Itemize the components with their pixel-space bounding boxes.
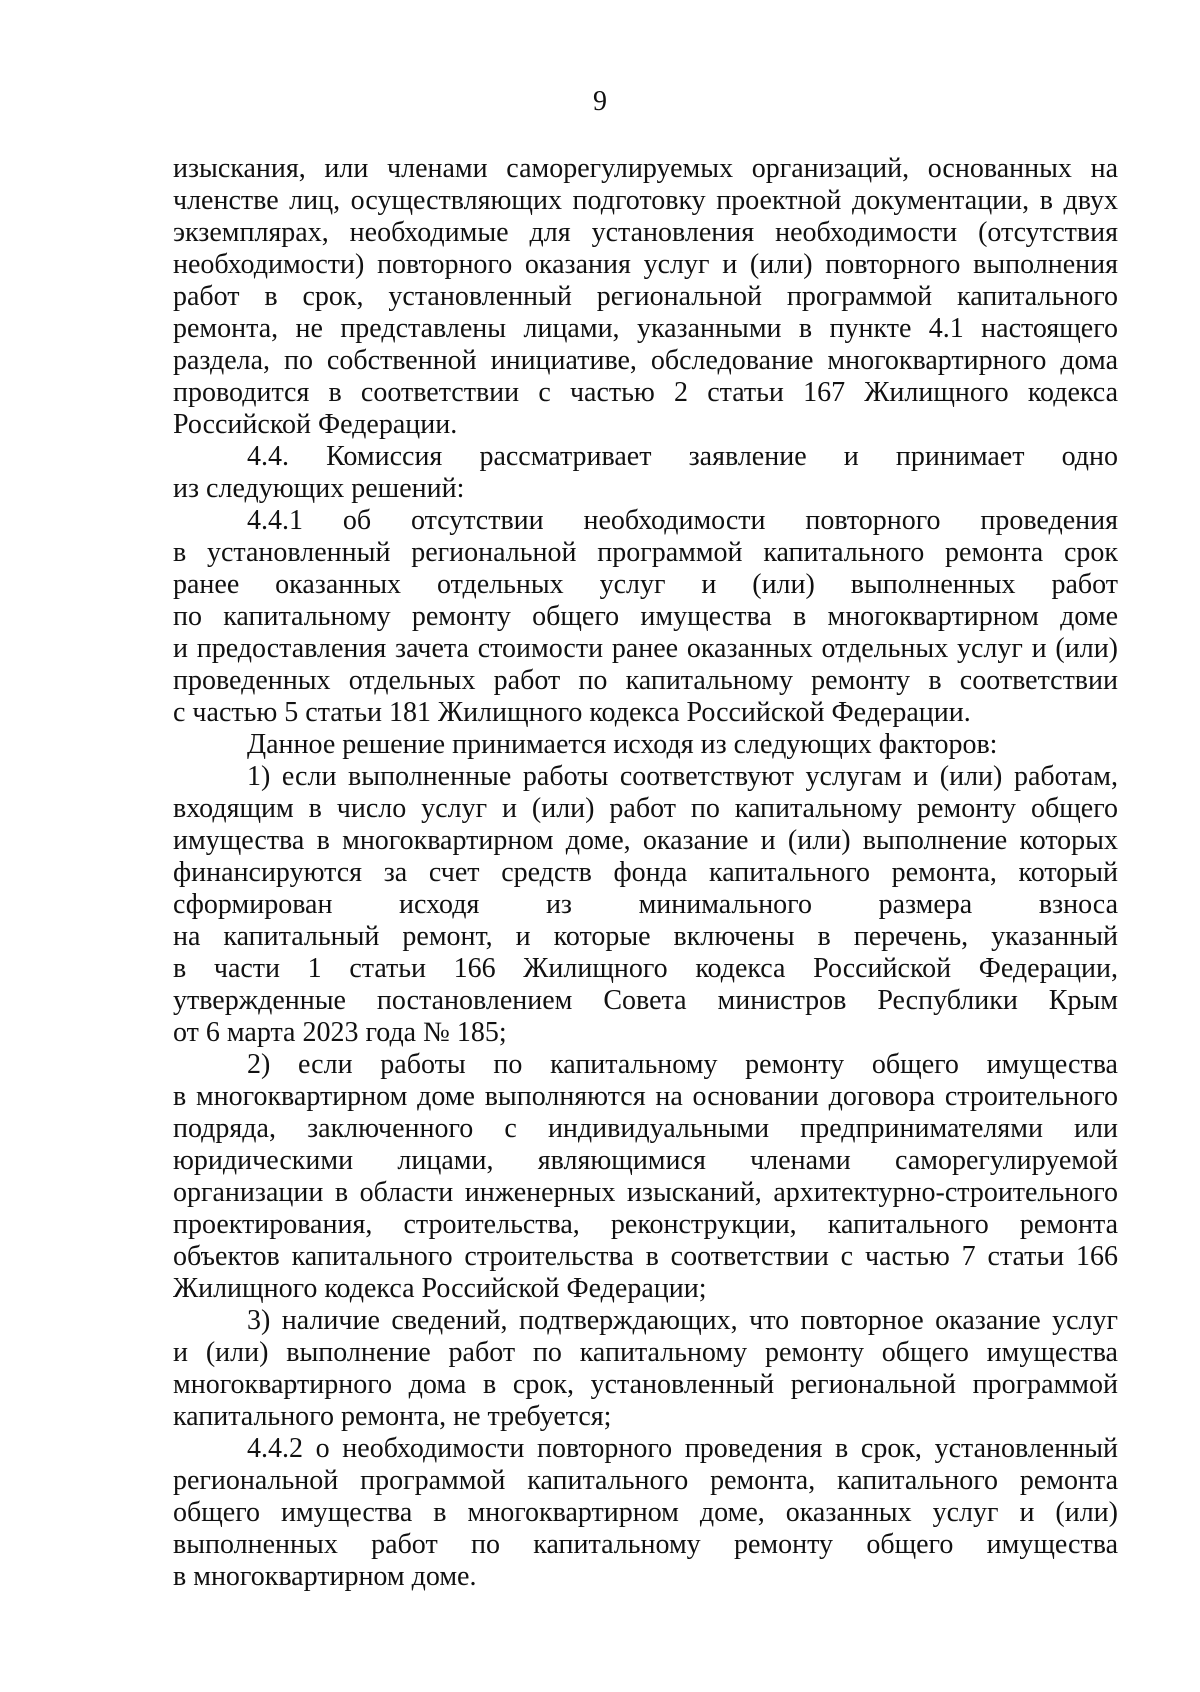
text-line: подряда, заключенного с индивидуальными предпринимателями или (173, 1113, 1118, 1144)
text-line: региональной программой капитального ремонта, капитального ремонта (173, 1465, 1118, 1496)
text-line: многоквартирного дома в срок, установленный региональной программой (173, 1369, 1118, 1400)
text-line: экземплярах, необходимые для установления необходимости (отсутствия (173, 217, 1118, 248)
text-line: объектов капитального строительства в соответствии с частью 7 статьи 166 (173, 1241, 1118, 1272)
text-line: 3) наличие сведений, подтверждающих, что повторное оказание услуг (247, 1305, 1118, 1336)
text-line: от 6 марта 2023 года № 185; (173, 1017, 507, 1048)
text-line: в части 1 статьи 166 Жилищного кодекса Российской Федерации, (173, 953, 1118, 984)
text-line: Жилищного кодекса Российской Федерации; (173, 1273, 707, 1304)
text-line: 1) если выполненные работы соответствуют услугам и (или) работам, (247, 761, 1118, 792)
text-line: и предоставления зачета стоимости ранее оказанных отдельных услуг и (или) (173, 633, 1118, 664)
page-number: 9 (593, 86, 607, 117)
text-line: 2) если работы по капитальному ремонту общего имущества (247, 1049, 1118, 1080)
text-line: имущества в многоквартирном доме, оказание и (или) выполнение которых (173, 825, 1118, 856)
text-line: Данное решение принимается исходя из следующих факторов: (247, 729, 998, 760)
text-line: раздела, по собственной инициативе, обследование многоквартирного дома (173, 345, 1118, 376)
text-line: по капитальному ремонту общего имущества в многоквартирном доме (173, 601, 1118, 632)
text-line: проектирования, строительства, реконструкции, капитального ремонта (173, 1209, 1118, 1240)
text-line: выполненных работ по капитальному ремонту общего имущества (173, 1529, 1118, 1560)
text-line: работ в срок, установленный региональной программой капитального (173, 281, 1118, 312)
text-line: членстве лиц, осуществляющих подготовку проектной документации, в двух (173, 185, 1118, 216)
text-line: проведенных отдельных работ по капитальному ремонту в соответствии (173, 665, 1118, 696)
text-line: сформирован исходя из минимального размера взноса (173, 889, 1118, 920)
text-line: ремонта, не представлены лицами, указанными в пункте 4.1 настоящего (173, 313, 1118, 344)
text-line: 4.4. Комиссия рассматривает заявление и принимает одно (247, 441, 1118, 472)
text-line: изыскания, или членами саморегулируемых организаций, основанных на (173, 153, 1118, 184)
text-line: входящим в число услуг и (или) работ по капитальному ремонту общего (173, 793, 1118, 824)
text-line: в многоквартирном доме выполняются на основании договора строительного (173, 1081, 1118, 1112)
text-line: проводится в соответствии с частью 2 статьи 167 Жилищного кодекса (173, 377, 1118, 408)
text-line: и (или) выполнение работ по капитальному ремонту общего имущества (173, 1337, 1118, 1368)
text-line: финансируются за счет средств фонда капитального ремонта, который (173, 857, 1118, 888)
text-line: юридическими лицами, являющимися членами саморегулируемой (173, 1145, 1118, 1176)
text-line: организации в области инженерных изысканий, архитектурно-строительного (173, 1177, 1118, 1208)
text-line: из следующих решений: (173, 473, 465, 504)
text-line: на капитальный ремонт, и которые включены в перечень, указанный (173, 921, 1118, 952)
text-line: в установленный региональной программой капитального ремонта срок (173, 537, 1118, 568)
text-line: капитального ремонта, не требуется; (173, 1401, 612, 1432)
text-line: утвержденные постановлением Совета министров Республики Крым (173, 985, 1118, 1016)
document-body (173, 153, 1118, 1593)
text-line: 4.4.1 об отсутствии необходимости повторного проведения (247, 505, 1118, 536)
text-line: общего имущества в многоквартирном доме, оказанных услуг и (или) (173, 1497, 1118, 1528)
text-line: с частью 5 статьи 181 Жилищного кодекса Российской Федерации. (173, 697, 971, 728)
text-line: необходимости) повторного оказания услуг и (или) повторного выполнения (173, 249, 1118, 280)
text-line: в многоквартирном доме. (173, 1561, 477, 1592)
text-line: Российской Федерации. (173, 409, 458, 440)
text-line: ранее оказанных отдельных услуг и (или) выполненных работ (173, 569, 1118, 600)
text-line: 4.4.2 о необходимости повторного проведения в срок, установленный (247, 1433, 1118, 1464)
